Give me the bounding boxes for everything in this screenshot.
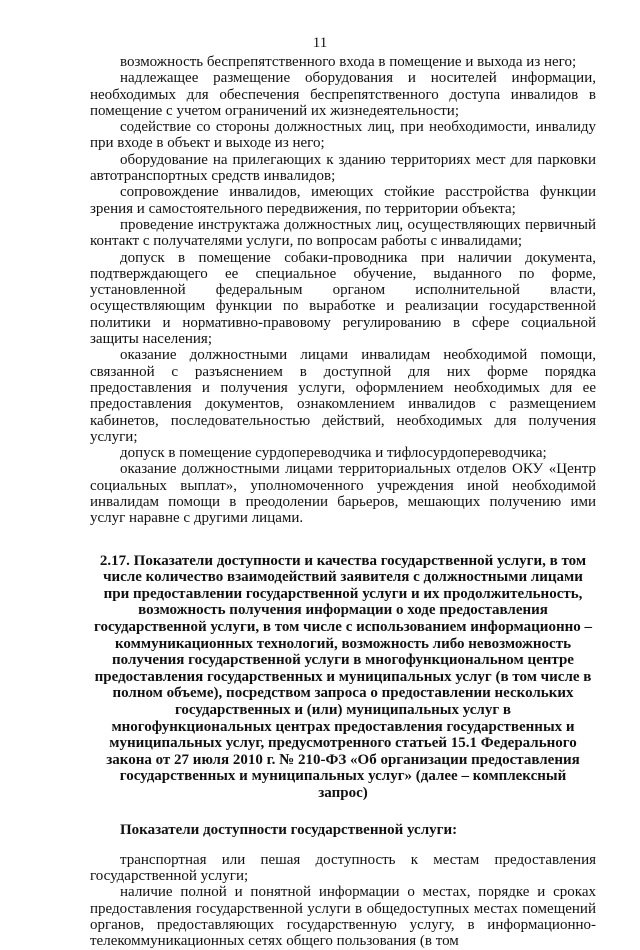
- paragraph: оборудование на прилегающих к зданию территориях мест для парковки автотранспортных средств инвалидов;: [90, 151, 596, 185]
- paragraph: оказание должностными лицами инвалидам необходимой помощи, связанной с разъяснением в доступной для них форме порядка предоставления и получения услуги, оформлением необходимых для ее предоставления документов, ознакомлением инвалидов с размещением кабинетов, последовательностью действий, необходимых для получения услуги;: [90, 347, 596, 445]
- spacer: [90, 802, 596, 822]
- subheading: Показатели доступности государственной услуги:: [120, 821, 458, 838]
- paragraph: транспортная или пешая доступность к местам предоставления государственной услуги;: [90, 851, 596, 885]
- paragraph: сопровождение инвалидов, имеющих стойкие расстройства функции зрения и самостоятельного передвижения, по территории объекта;: [90, 184, 596, 217]
- paragraph: наличие полной и понятной информации о местах, порядке и сроках предоставления государственной услуги в общедоступных местах помещений органов, предоставляющих государственную услугу, в информационно-телекоммуникационных сетях общего пользования (в том: [90, 884, 596, 950]
- spacer: [90, 838, 596, 852]
- paragraph: допуск в помещение сурдопереводчика и тифлосурдопереводчика;: [120, 445, 547, 462]
- page-number: 11: [312, 35, 328, 51]
- paragraph: содействие со стороны должностных лиц, при необходимости, инвалиду при входе в объект и выходе из него;: [90, 119, 596, 152]
- paragraph: оказание должностными лицами территориальных отделов ОКУ «Центр социальных выплат», уполномоченного учреждения иной необходимой инвалидам помощи в преодолении барьеров, мешающих получению ими услуг наравне с другими лицами.: [90, 461, 596, 527]
- paragraph: проведение инструктажа должностных лиц, осуществляющих первичный контакт с получателями услуги, по вопросам работы с инвалидами;: [90, 216, 596, 250]
- section-heading: 2.17. Показатели доступности и качества государственной услуги, в том числе количество взаимодействий заявителя с должностными лицами при предоставлении государственной услуги и их продолжительность, возможность получения информации о ходе предоставления государственной услуги, в том числе с использованием информационно – коммуникационных технологий, возможность либо невозможность получения государственной услуги в многофункциональном центре предоставления государственных и муниципальных услуг (в том числе в полном объеме), посредством запроса о предоставлении нескольких государственных и (или) муниципальных услуг в многофункциональных центрах предоставления государственных и муниципальных услуг, предусмотренного статьей 15.1 Федерального закона от 27 июля 2010 г. № 210-ФЗ «Об организации предоставления государственных и муниципальных услуг» (далее – комплексный запрос): [94, 552, 592, 801]
- spacer: [90, 527, 596, 553]
- paragraph: надлежащее размещение оборудования и носителей информации, необходимых для обеспечения беспрепятственного доступа инвалидов в помещение с учетом ограничений их жизнедеятельности;: [90, 70, 596, 119]
- document-body: [90, 54, 596, 950]
- paragraph: возможность беспрепятственного входа в помещение и выхода из него;: [120, 54, 577, 70]
- paragraph: допуск в помещение собаки-проводника при наличии документа, подтверждающего ее специальное обучение, выданного по форме, установленной федеральным органом исполнительной власти, осуществляющим функции по выработке и реализации государственной политики и нормативно-правовому регулированию в сфере социальной защиты населения;: [90, 249, 596, 348]
